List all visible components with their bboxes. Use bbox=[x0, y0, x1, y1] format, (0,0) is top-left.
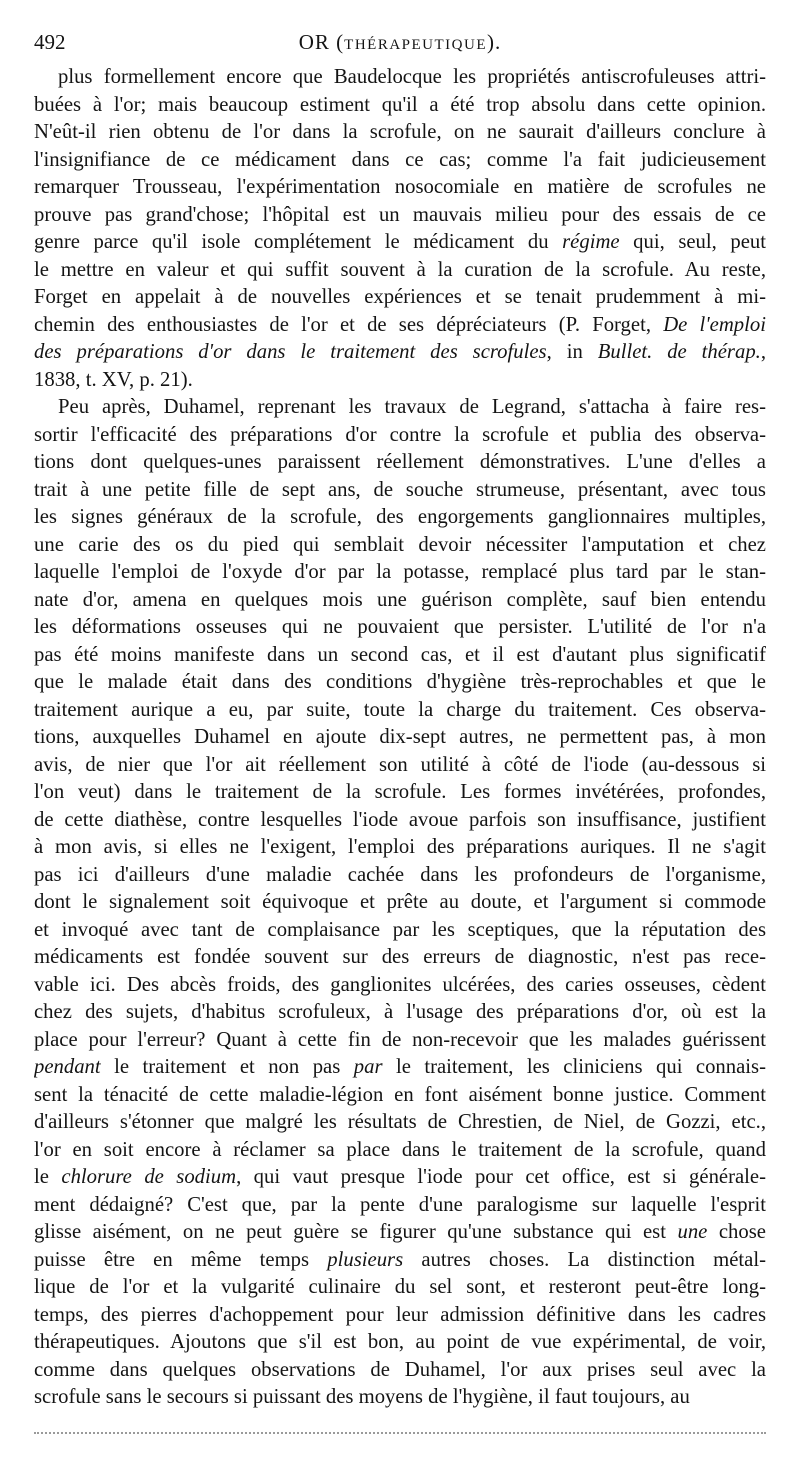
text-line: comme dans quelques observations de Duhamel, l'or aux prises seul avec la bbox=[34, 1358, 766, 1381]
paragraph-2 bbox=[34, 394, 766, 1412]
text-segment: genre parce qu'il isole complétement le médicament du bbox=[34, 231, 563, 253]
text-line: 1838, t. XV, p. 21). bbox=[34, 368, 193, 391]
italic-text: De l'emploi bbox=[663, 313, 766, 336]
body-text bbox=[34, 64, 766, 1412]
text-line: pas été moins manifeste dans un second cas, et il est d'autant plus significatif bbox=[34, 643, 766, 666]
text-line: une carie des os du pied qui semblait devoir nécessiter l'amputation et chez bbox=[34, 533, 766, 556]
running-head bbox=[34, 30, 766, 55]
text-line bbox=[34, 312, 766, 340]
text-line: Forget en appelait à de nouvelles expériences et se tenait prudemment à mi- bbox=[34, 286, 766, 308]
text-segment: , qui vaut presque l'iode pour cet office, est si générale- bbox=[236, 1166, 766, 1188]
text-segment: chose bbox=[707, 1221, 766, 1243]
page-header bbox=[34, 28, 766, 62]
italic-text: par bbox=[353, 1056, 383, 1078]
text-line: chez des sujets, d'habitus scrofuleux, à l'usage des préparations d'or, où est la bbox=[34, 1001, 766, 1023]
text-segment: qui, seul, peut bbox=[619, 231, 766, 253]
italic-text: des préparations d'or dans le traitement des scrofules bbox=[34, 341, 547, 363]
text-segment: le bbox=[34, 1166, 62, 1188]
text-line: Peu après, Duhamel, reprenant les travaux de Legrand, s'attacha à faire res- bbox=[58, 396, 766, 418]
text-line: le mettre en valeur et qui suffit souvent à la curation de la scrofule. Au reste, bbox=[34, 258, 766, 281]
running-head-main: OR ( bbox=[298, 30, 345, 54]
running-head-smallcaps: THÉRAPEUTIQUE bbox=[344, 37, 487, 53]
text-line bbox=[34, 1164, 766, 1192]
text-line: l'or en soit encore à réclamer sa place dans le traitement de la scrofule, quand bbox=[34, 1138, 766, 1161]
italic-text: Bullet. de thérap. bbox=[597, 341, 761, 363]
text-line: laquelle l'emploi de l'oxyde d'or par la potasse, remplacé plus tard par le stan- bbox=[34, 561, 766, 583]
text-line: thérapeutiques. Ajoutons que s'il est bon, au point de vue expérimental, de voir, bbox=[34, 1331, 766, 1353]
text-line: place pour l'erreur? Quant à cette fin de non-recevoir que les malades guérissent bbox=[34, 1028, 766, 1051]
text-line: trait à une petite fille de sept ans, de souche strumeuse, présentant, avec tous bbox=[34, 478, 766, 501]
italic-text: une bbox=[677, 1221, 708, 1243]
footer-rule bbox=[34, 1432, 766, 1434]
text-segment: , bbox=[760, 341, 766, 363]
text-line: sent la ténacité de cette maladie-légion en font aisément bonne justice. Comment bbox=[34, 1083, 766, 1106]
page-number: 492 bbox=[34, 30, 66, 54]
text-line: plus formellement encore que Baudelocque les propriétés antiscrofuleuses attri- bbox=[58, 66, 766, 88]
text-line: scrofule sans le secours si puissant des moyens de l'hygiène, il faut toujours, au bbox=[34, 1386, 690, 1408]
text-line: de cette diathèse, contre lesquelles l'iode avoue parfois son insuffisance, justifient bbox=[34, 808, 766, 831]
text-segment: chemin des enthousiastes de l'or et de ses dépréciateurs (P. Forget, bbox=[34, 313, 664, 336]
text-line: lique de l'or et la vulgarité culinaire du sel sont, et resteront peut-être long- bbox=[34, 1276, 766, 1298]
text-line: l'on veut) dans le traitement de la scrofule. Les formes invétérées, profondes, bbox=[34, 781, 766, 803]
italic-text: plusieurs bbox=[327, 1248, 404, 1271]
text-line: tions, auxquelles Duhamel en ajoute dix-sept autres, ne permettent pas, à mon bbox=[34, 726, 766, 748]
text-line: ment dédaigné? C'est que, par la pente d'une paralogisme sur laquelle l'esprit bbox=[34, 1193, 766, 1216]
text-line: sortir l'efficacité des préparations d'or contre la scrofule et publia des observa- bbox=[34, 423, 766, 446]
text-line: que le malade était dans des conditions d'hygiène très-reprochables et que le bbox=[34, 671, 766, 693]
text-line: nate d'or, amena en quelques mois une guérison complète, sauf bien entendu bbox=[34, 588, 766, 611]
text-line: temps, des pierres d'achoppement pour leur admission définitive dans les cadres bbox=[34, 1303, 766, 1326]
text-line bbox=[34, 1054, 766, 1082]
paragraph-1 bbox=[34, 64, 766, 394]
text-segment: , in bbox=[546, 341, 598, 363]
text-line: prouve pas grand'chose; l'hôpital est un mauvais milieu pour des essais de ce bbox=[34, 203, 766, 226]
text-segment: glisse aisément, on ne peut guère se figurer qu'une substance qui est bbox=[34, 1221, 678, 1243]
text-line bbox=[34, 1219, 766, 1247]
italic-text: régime bbox=[562, 231, 620, 253]
running-head-end: ). bbox=[487, 30, 502, 54]
text-segment: le traitement, les cliniciens qui connais- bbox=[382, 1056, 766, 1078]
text-line bbox=[34, 339, 766, 367]
text-line: à mon avis, si elles ne l'exigent, l'emploi des préparations auriques. Il ne s'agit bbox=[34, 836, 766, 858]
text-line: avis, de nier que l'or ait réellement son utilité à côté de l'iode (au-dessous si bbox=[34, 753, 766, 776]
text-line bbox=[34, 1247, 766, 1275]
text-segment: autres choses. La distinction métal- bbox=[403, 1248, 766, 1271]
italic-text: pendant bbox=[34, 1056, 101, 1078]
text-line: et invoqué avec tant de complaisance par les sceptiques, que la réputation des bbox=[34, 918, 766, 941]
text-line: remarquer Trousseau, l'expérimentation nosocomiale en matière de scrofules ne bbox=[34, 176, 766, 198]
italic-text: chlorure de sodium bbox=[61, 1166, 237, 1188]
text-line: dont le signalement soit équivoque et prête au doute, et l'argument si commode bbox=[34, 891, 766, 913]
text-segment: le traitement et non pas bbox=[100, 1056, 354, 1078]
text-segment: puisse être en même temps bbox=[34, 1248, 328, 1271]
text-line: N'eût-il rien obtenu de l'or dans la scrofule, on ne saurait d'ailleurs conclure à bbox=[34, 121, 766, 143]
text-line: les déformations osseuses qui ne pouvaient que persister. L'utilité de l'or n'a bbox=[34, 616, 766, 638]
text-line: traitement aurique a eu, par suite, toute la charge du traitement. Ces observa- bbox=[34, 698, 766, 721]
text-line: tions dont quelques-unes paraissent réellement démonstratives. L'une d'elles a bbox=[34, 451, 766, 473]
text-line: médicaments est fondée souvent sur des erreurs de diagnostic, n'est pas rece- bbox=[34, 946, 766, 968]
text-line: vable ici. Des abcès froids, des ganglionites ulcérées, des caries osseuses, cèdent bbox=[34, 973, 766, 996]
text-line bbox=[34, 229, 766, 257]
text-line: l'insignifiance de ce médicament dans ce cas; comme l'a fait judicieusement bbox=[34, 148, 766, 171]
text-line: pas ici d'ailleurs d'une maladie cachée dans les profondeurs de l'organisme, bbox=[34, 863, 766, 886]
text-line: d'ailleurs s'étonner que malgré les résultats de Chrestien, de Niel, de Gozzi, etc., bbox=[34, 1111, 766, 1133]
text-line: les signes généraux de la scrofule, des engorgements ganglionnaires multiples, bbox=[34, 506, 766, 528]
text-line: buées à l'or; mais beaucoup estiment qu'il a été trop absolu dans cette opinion. bbox=[34, 93, 766, 116]
